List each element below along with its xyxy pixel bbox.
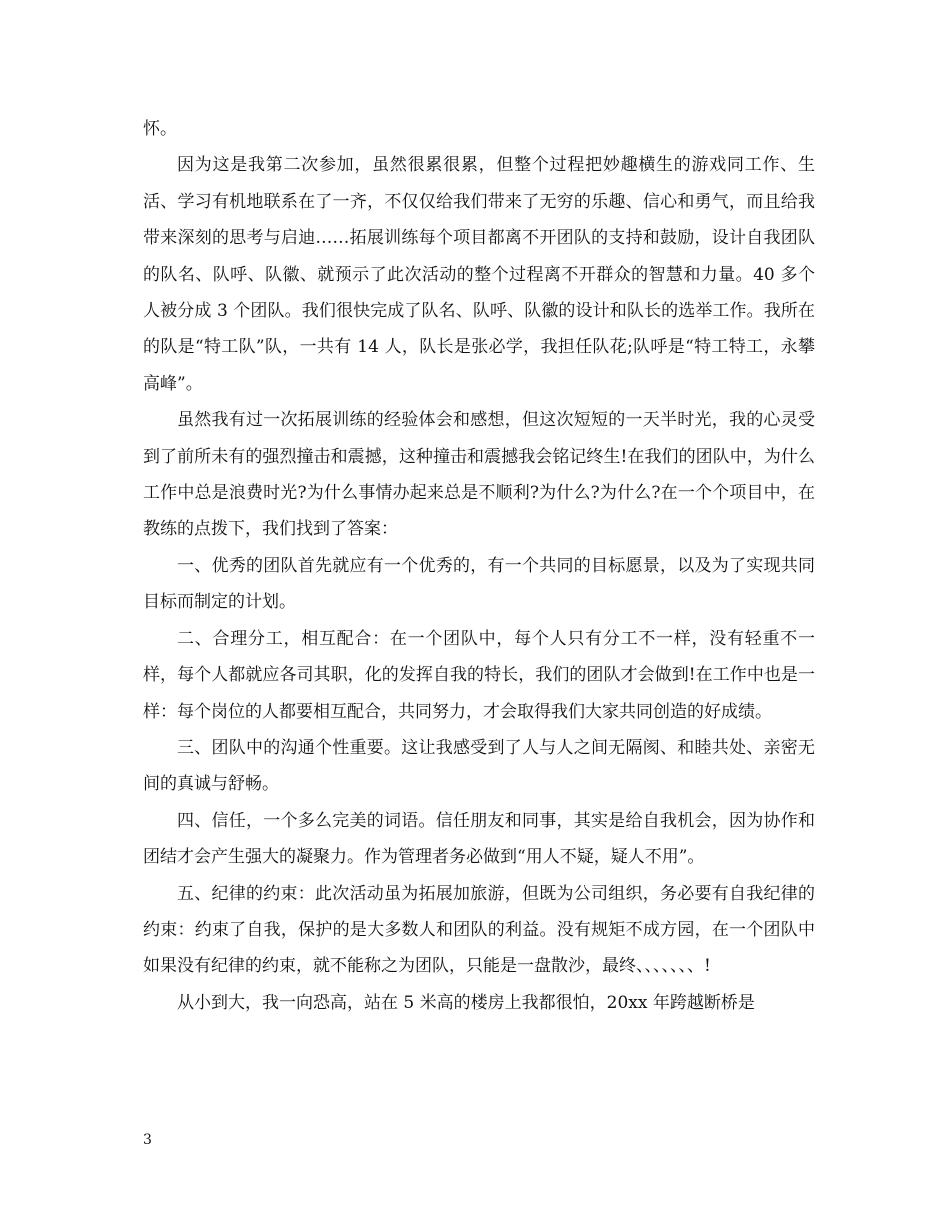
- paragraph: 三、团队中的沟通个性重要。这让我感受到了人与人之间无隔阂、和睦共处、亲密无间的真诚与舒畅。: [143, 737, 815, 795]
- page-number: 3: [143, 1132, 152, 1148]
- paragraph: 二、合理分工，相互配合：在一个团队中，每个人只有分工不一样，没有轻重不一样，每个人都就应各司其职，化的发挥自我的特长，我们的团队才会做到!在工作中也是一样：每个岗位的人都要相互配合，共同努力，才会取得我们大家共同创造的好成绩。: [143, 628, 815, 722]
- document-body: [143, 111, 815, 1021]
- paragraph: 四、信任，一个多么完美的词语。信任朋友和同事，其实是给自我机会，因为协作和团结才会产生强大的凝聚力。作为管理者务必做到“用人不疑，疑人不用”。: [143, 810, 815, 868]
- paragraph: 虽然我有过一次拓展训练的经验体会和感想，但这次短短的一天半时光，我的心灵受到了前所未有的强烈撞击和震撼，这种撞击和震撼我会铭记终生!在我们的团队中，为什么工作中总是浪费时光?为什么事情办起来总是不顺利?为什么?为什么?在一个个项目中，在教练的点拨下，我们找到了答案：: [143, 410, 815, 540]
- paragraph: 怀。: [143, 119, 177, 139]
- paragraph: 五、纪律的约束：此次活动虽为拓展加旅游，但既为公司组织，务必要有自我纪律的约束：约束了自我，保护的是大多数人和团队的利益。没有规矩不成方园，在一个团队中如果没有纪律的约束，就不能称之为团队，只能是一盘散沙，最终、、、、、、、!: [143, 883, 815, 977]
- paragraph: 因为这是我第二次参加，虽然很累很累，但整个过程把妙趣横生的游戏同工作、生活、学习有机地联系在了一齐，不仅仅给我们带来了无穷的乐趣、信心和勇气，而且给我带来深刻的思考与启迪……拓展训练每个项目都离不开团队的支持和鼓励，设计自我团队的队名、队呼、队徽、就预示了此次活动的整个过程离不开群众的智慧和力量。40 多个人被分成 3 个团队。我们很快完成了队名、队呼、队徽的设计和队长的选举工作。我所在的队是“特工队”队，一共有 14 人，队长是张必学，我担任队花;队呼是“特工特工，永攀高峰”。: [143, 155, 815, 394]
- paragraph: 一、优秀的团队首先就应有一个优秀的，有一个共同的目标愿景，以及为了实现共同目标而制定的计划。: [143, 555, 815, 613]
- paragraph: 从小到大，我一向恐高，站在 5 米高的楼房上我都很怕，20xx 年跨越断桥是: [177, 992, 755, 1013]
